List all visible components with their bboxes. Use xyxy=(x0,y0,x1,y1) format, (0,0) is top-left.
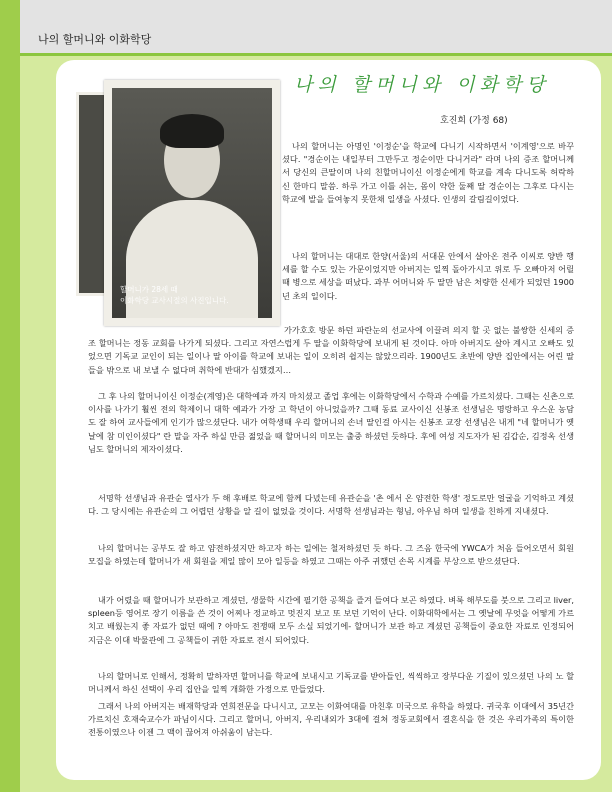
running-header-title: 나의 할머니와 이화학당 xyxy=(38,33,152,46)
portrait-figure-hair xyxy=(160,114,224,148)
paragraph-3: 가가호호 방문 하던 파란눈의 선교사에 이끌려 의지 할 곳 없는 불쌍한 신세의 증조 할머니는 정동 교회를 나가게 되셨다. 그리고 자연스럽게 두 딸을 이화학당에 보내게 된 것이다. 아마 아버지도 살아 계시고 오빠도 있었으면 기독교 교인이 되는 일이나 딸 아이를 학교에 보내는 일이 오히려 쉽지는 않았으리라. 1900년도 초반에 양반 집안에서는 어린 딸들을 밖으로 내 보낼 수 없다며 취학에 반대가 심했겠지… xyxy=(88,325,574,375)
photo-caption xyxy=(120,284,229,306)
left-green-bar xyxy=(0,0,20,792)
portrait-photo xyxy=(104,80,280,326)
paragraph-1: 나의 할머니는 아명인 '이정순'을 학교에 다니기 시작하면서 '이계영'으로 바꾸셨다. "경순이는 내일부터 그만두고 정순이만 다니거라" 라며 나의 증조 할머니께서 당신의 큰딸이며 나의 친할머니이신 이정순에게 학교를 계속 다니도록 허락하신 한마디 말씀. 하루 가고 이틀 쉬는, 몸이 약한 둘째 딸 경순이는 그후로 다시는 학교에 발을 들여놓지 못한채 일생을 사셨다. 인생의 갈림길이었다. xyxy=(282,141,574,204)
article-author: 호진희 (가정 68) xyxy=(440,116,508,126)
paragraph-2: 나의 할머니는 대대로 한양(서울)의 서대문 안에서 살아온 전주 이씨로 양반 행세를 할 수도 있는 가문이었지만 아버지는 일찍 돌아가시고 위로 두 오빠마저 어릴 때 병으로 세상을 떠났다. 과부 어머니와 두 딸만 남은 처량한 신세가 되었던 1900년 초의 일이다. xyxy=(282,251,574,301)
photo-caption-line-2: 이화학당 교사시절의 사진입니다. xyxy=(120,296,229,305)
header-band xyxy=(0,0,612,56)
paragraph-9: 그래서 나의 아버지는 배재학당과 연희전문을 다니시고, 고모는 이화여대를 마친후 미국으로 유학을 하였다. 귀국후 이대에서 35년간 가르치신 호재숙교수가 파님이시다. 그리고 할머니, 아버지, 우리내외가 3대에 걸쳐 정동교회에서 결혼식을 한 것은 우리가족의 특이한 전통이였으나 이젠 그 맥이 끊어져 아쉬움이 남는다. xyxy=(88,701,574,738)
photo-caption-line-1: 할머니가 28세 때 xyxy=(120,285,178,294)
portrait-image xyxy=(112,88,272,318)
paragraph-4: 그 후 나의 할머니이신 이정순(계영)은 대학예과 까지 마치셨고 졸업 후에는 이화학당에서 수학과 수예를 가르치셨다. 그때는 신촌으로 이사를 나가기 훨씬 전의 학제이니 대학 예과가 가장 고 학년이 아니었을까? 그때 동료 교사이신 신봉조 선생님은 명랑하고 우스운 농담도 잘 하여 교사들에게 인기가 많으셨단다. 내가 여학생때 우리 할머니의 손녀 딸인걸 아시는 신봉조 교장 선생님은 내게 "네 할머니가 옛날에 참 미인이셨다" 란 말을 자주 하실 만큼 젊었을 때 할머니의 미모는 출중 하셨던 듯하다. 후에 여성 지도자가 된 김갑순, 김정옥 선생님도 할머니의 제자이셨다. xyxy=(88,391,574,454)
paragraph-6: 나의 할머니는 공부도 잘 하고 얌전하셨지만 하고자 하는 일에는 철저하셨던 듯 하다. 그 즈음 한국에 YWCA가 처음 들어오면서 회원모집을 하였는데 할머니가 새 회원을 제일 많이 모아 일등을 하였고 그때는 아주 귀했던 손목 시계를 부상으로 받으셨단다. xyxy=(88,543,574,567)
paragraph-8: 나의 할머니로 인해서, 정확히 말하자면 할머니를 학교에 보내시고 기독교를 받아들인, 씩씩하고 장부다운 기질이 있으셨던 나의 노 할머니께서 하신 선택이 우리 집안을 일찍 개화한 가정으로 만들었다. xyxy=(88,671,574,695)
paragraph-7: 내가 어렸을 때 할머니가 보관하고 계셨던, 생물학 시간에 필기한 공책을 즐겨 들여다 보곤 하였다. 벼룩 해부도를 붓으로 그리고 liver, spleen등 영어로 장기 이름을 쓴 것이 어찌나 정교하고 멋진지 보고 또 보던 기억이 난다. 이화대학에서는 그 옛날에 무엇을 어떻게 가르치고 배웠는지 좋 자료가 없던 때에 ? 아마도 전쟁때 모두 소실 되었기에- 할머니가 보관 하고 계셨던 공책들이 중요한 자료로 인정되어 지금은 이대 박물관에 그 공책들이 귀한 자료로 전시 되어있다. xyxy=(88,595,574,645)
article-title: 나의 할머니와 이화학당 xyxy=(294,74,550,96)
paragraph-5: 서명학 선생님과 유관순 열사가 두 해 후배로 학교에 함께 다녔는데 유관순을 '촌 에서 온 얌전한 학생' 정도로만 얼굴을 기억하고 계셨다. 그 당시에는 유관순의 그 어렵던 상황을 알 길이 없었을 것이다. 서명학 선생님과는 형님, 아우님 하며 일생을 친하게 지내셨다. xyxy=(88,493,574,517)
